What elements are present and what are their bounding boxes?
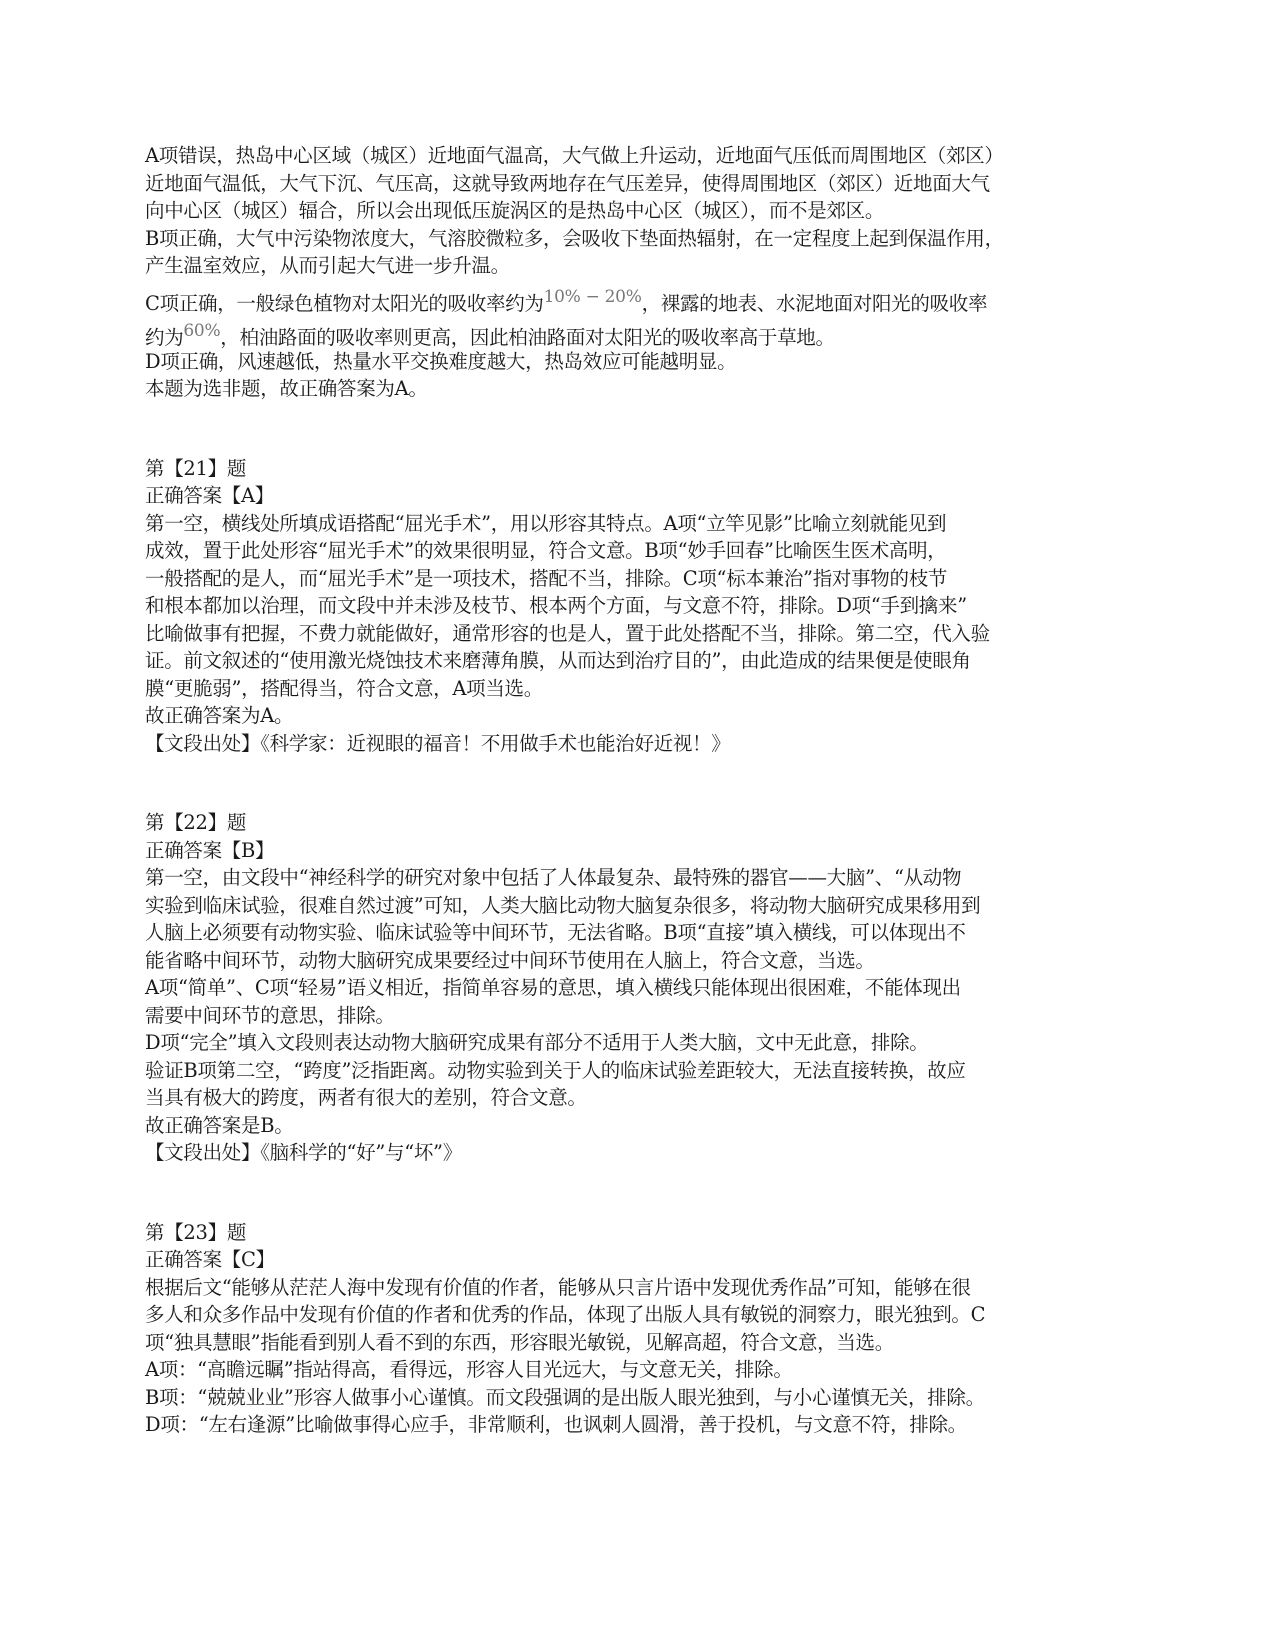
text-line-with-formula [145,280,1125,314]
text-line: 能省略中间环节，动物大脑研究成果要经过中间环节使用在人脑上，符合文意，当选。 [145,948,875,972]
question-title: 第【22】题 [145,811,247,834]
text-line-with-formula [145,314,1125,348]
text-line: 成效，置于此处形容“屈光手术”的效果很明显，符合文意。B项“妙手回春”比喻医生医术高明， [145,539,947,562]
text-segment: 约为 [145,325,184,349]
text-line: 需要中间环节的意思，排除。 [145,1003,395,1027]
text-line: 近地面气温低，大气下沉、气压高，这就导致两地存在气压差异，使得周围地区（郊区）近地面大气 [145,171,990,195]
text-line: B项正确，大气中污染物浓度大，气溶胶微粒多，会吸收下垫面热辐射，在一定程度上起到保温作用， [145,226,1004,250]
spacer [145,757,1125,809]
correct-answer: 正确答案【B】 [145,838,275,862]
spacer [145,1167,1125,1219]
text-line: 本题为选非题，故正确答案为A。 [145,377,428,400]
q20-explanation [145,142,1125,403]
text-line: D项：“左右逢源”比喻做事得心应手，非常顺利，也讽刺人圆滑，善于投机，与文意不符，排除。 [145,1413,967,1436]
text-line: 第一空，横线处所填成语搭配“屈光手术”，用以形容其特点。A项“立竿见影”比喻立刻就能见到 [145,511,947,535]
text-line: 多人和众多作品中发现有价值的作者和优秀的作品，体现了出版人具有敏锐的洞察力，眼光独到。C [145,1303,986,1326]
text-line: 比喻做事有把握，不费力就能做好，通常形容的也是人，置于此处搭配不当，排除。第二空，代入验 [145,621,990,645]
text-line: 故正确答案为A。 [145,704,294,727]
question-title: 第【21】题 [145,456,247,480]
text-line: 当具有极大的跨度，两者有很大的差别，符合文意。 [145,1086,587,1109]
text-line: 膜“更脆弱”，搭配得当，符合文意，A项当选。 [145,676,543,700]
text-segment: ，柏油路面的吸收率则更高，因此柏油路面对太阳光的吸收率高于草地。 [220,325,835,349]
text-line: 和根本都加以治理，而文段中并未涉及枝节、根本两个方面，与文意不符，排除。D项“手到擒来” [145,594,967,617]
text-line: D项“完全”填入文段则表达动物大脑研究成果有部分不适用于人类大脑，文中无此意，排除。 [145,1031,929,1054]
text-line: 向中心区（城区）辐合，所以会出现低压旋涡区的是热岛中心区（城区），而不是郊区。 [145,199,885,222]
text-line: 根据后文“能够从茫茫人海中发现有价值的作者，能够从只言片语中发现优秀作品”可知，能够在很 [145,1275,971,1299]
question-23 [145,1219,1125,1439]
formula-range: 10% − 20% [543,286,642,307]
text-line: 故正确答案是B。 [145,1113,294,1137]
text-segment: ，裸露的地表、水泥地面对阳光的吸收率 [641,291,988,315]
correct-answer: 正确答案【C】 [145,1248,275,1271]
text-line: A项“简单”、C项“轻易”语义相近，指简单容易的意思，填入横线只能体现出很困难，不能体现出 [145,976,961,999]
text-line: 项“独具慧眼”指能看到别人看不到的东西，形容眼光敏锐，见解高超，符合文意，当选。 [145,1330,894,1354]
spacer [145,403,1125,455]
question-21 [145,455,1125,758]
question-title: 第【23】题 [145,1220,247,1244]
correct-answer: 正确答案【A】 [145,484,274,507]
text-line: B项：“兢兢业业”形容人做事小心谨慎。而文段强调的是出版人眼光独到，与小心谨慎无关，排除。 [145,1385,985,1409]
document-page [145,142,1125,1439]
source-citation: 【文段出处】《科学家：近视眼的福音！不用做手术也能治好近视！》 [145,731,731,755]
text-line: D项正确，风速越低，热量水平交换难度越大，热岛效应可能越明显。 [145,349,737,373]
text-line: 一般搭配的是人，而“屈光手术”是一项技术，搭配不当，排除。C项“标本兼治”指对事物的枝节 [145,566,948,590]
text-line: 实验到临床试验，很难自然过渡”可知，人类大脑比动物大脑复杂很多，将动物大脑研究成果移用到 [145,893,981,917]
text-line: A项错误，热岛中心区域（城区）近地面气温高，大气做上升运动，近地面气压低而周围地区（郊区） [145,144,1004,167]
question-22 [145,809,1125,1167]
text-line: 证。前文叙述的“使用激光烧蚀技术来磨薄角膜，从而达到治疗目的”，由此造成的结果便是使眼角 [145,649,971,672]
text-line: 第一空，由文段中“神经科学的研究对象中包括了人体最复杂、最特殊的器官——大脑”、“从动物 [145,866,962,889]
text-line: 产生温室效应，从而引起大气进一步升温。 [145,254,510,277]
text-line: 验证B项第二空，“跨度”泛指距离。动物实验到关于人的临床试验差距较大，无法直接转换，故应 [145,1058,966,1082]
text-segment: C项正确，一般绿色植物对太阳光的吸收率约为 [145,291,544,315]
text-line: 人脑上必须要有动物实验、临床试验等中间环节，无法省略。B项“直接”填入横线，可以体现出不 [145,921,966,944]
text-line: A项：“高瞻远瞩”指站得高，看得远，形容人目光远大，与文意无关，排除。 [145,1358,793,1381]
formula-percent: 60% [183,320,221,341]
source-citation: 【文段出处】《脑科学的“好”与“坏”》 [145,1141,462,1164]
